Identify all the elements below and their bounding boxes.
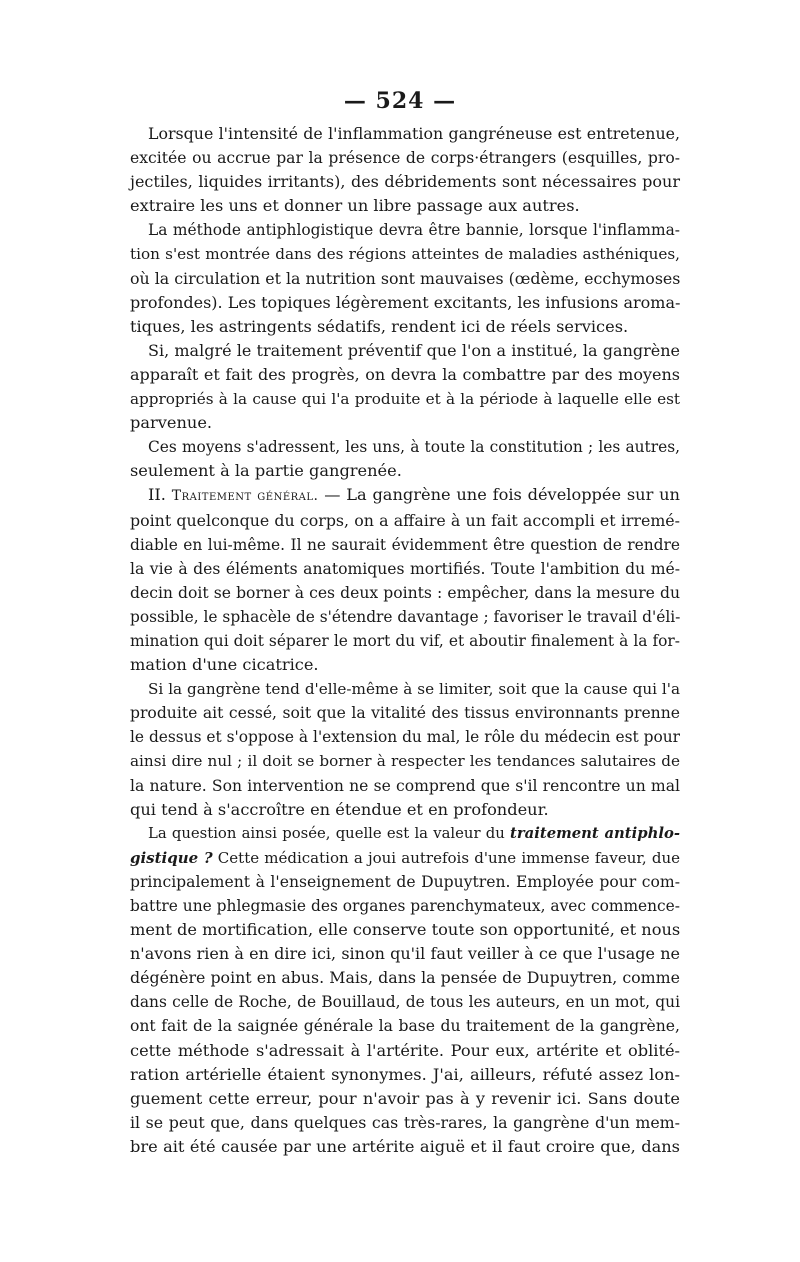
text-line: La méthode antiphlogistique devra être bannie, lorsque l'inflamma- [148,221,680,240]
page-number: — 524 — [343,88,457,114]
section-title: Traitement général. [171,488,319,505]
section-heading-text: — La gangrène une fois développée sur un [318,485,680,505]
text-line: Si la gangrène tend d'elle-même à se limiter, soit que la cause qui l'a [148,680,680,699]
text-line [130,846,680,870]
text-line: la vie à des éléments anatomiques mortifiés. Toute l'ambition du mé- [130,559,680,578]
text-line: la nature. Son intervention ne se comprend que s'il rencontre un mal [130,776,680,795]
text-line: le dessus et s'oppose à l'extension du mal, le rôle du médecin est pour [130,728,680,747]
text-line: seulement à la partie gangrenée. [130,461,402,481]
text-line: il se peut que, dans quelques cas très-rares, la gangrène d'un mem- [130,1112,680,1132]
italic-term: gistique ? [130,848,213,867]
section-number: II. [148,485,166,505]
text-line: apparaît et fait des progrès, on devra la combattre par des moyens [130,364,680,384]
text-line: mination qui doit séparer le mort du vif, et aboutir finalement à la for- [130,631,680,650]
text-line: dans celle de Roche, de Bouillaud, de tous les auteurs, en un mot, qui [130,993,680,1012]
text-line: point quelconque du corps, on a affaire à un fait accompli et irremé- [130,510,680,530]
text-line: Lorsque l'intensité de l'inflammation gangréneuse est entretenue, [148,124,680,143]
text-line [130,822,680,846]
italic-term: traitement antiphlo- [510,824,680,842]
text-line: n'avons rien à en dire ici, sinon qu'il faut veiller à ce que l'usage ne [130,944,680,964]
text-line: battre une phlegmasie des organes parenchymateux, avec commence- [130,897,680,915]
text-line: cette méthode s'adressait à l'artérite. Pour eux, artérite et oblité- [130,1040,680,1060]
text-line: produite ait cessé, soit que la vitalité des tissus environnants prenne [130,704,680,723]
text-line: extraire les uns et donner un libre passage aux autres. [130,196,580,216]
text-line: diable en lui-même. Il ne saurait évidemment être question de rendre [130,535,680,554]
text-line: parvenue. [130,413,213,433]
text-line: mation d'une cicatrice. [130,655,319,675]
text-line: excitée ou accrue par la présence de corps·étrangers (esquilles, pro- [130,149,680,168]
text-line: dégénère point en abus. Mais, dans la pensée de Dupuytren, comme [130,968,680,988]
text-line: principalement à l'enseignement de Dupuytren. Employée pour com- [130,872,680,891]
text-line: jectiles, liquides irritants), des débridements sont nécessaires pour [130,172,680,192]
text-line: Ces moyens s'adressent, les uns, à toute la constitution ; les autres, [148,438,680,457]
text-line: qui tend à s'accroître en étendue et en profondeur. [130,799,549,819]
text-line: possible, le sphacèle de s'étendre davantage ; favoriser le travail d'éli- [130,607,681,626]
body-text [130,122,680,1159]
text-fragment: La question ainsi posée, quelle est la valeur du [148,824,511,842]
text-line: tion s'est montrée dans des régions atteintes de maladies asthéniques, [130,245,680,264]
text-line: ont fait de la saignée générale la base du traitement de la gangrène, [130,1017,680,1036]
text-line: guement cette erreur, pour n'avoir pas à y revenir ici. Sans doute [130,1088,680,1108]
text-line: ration artérielle étaient synonymes. J'ai, ailleurs, réfuté assez lon- [130,1064,680,1084]
text-line: où la circulation et la nutrition sont mauvaises (œdème, ecchymoses [130,268,681,288]
text-line: ainsi dire nul ; il doit se borner à respecter les tendances salutaires de [130,752,680,771]
text-line: bre ait été causée par une artérite aiguë et il faut croire que, dans [130,1136,680,1156]
text-line: ment de mortification, elle conserve toute son opportunité, et nous [130,920,681,940]
text-line: profondes). Les topiques légèrement excitants, les infusions aroma- [130,292,681,312]
section-heading-line [130,483,680,508]
text-line: appropriés à la cause qui l'a produite et à la période à laquelle elle est [130,390,680,409]
text-fragment: Cette médication a joui autrefois d'une immense faveur, due [212,848,680,867]
text-line: Si, malgré le traitement préventif que l'on a institué, la gangrène [148,340,680,360]
text-line: decin doit se borner à ces deux points : empêcher, dans la mesure du [130,583,680,602]
text-line: tiques, les astringents sédatifs, rendent ici de réels services. [130,316,629,336]
